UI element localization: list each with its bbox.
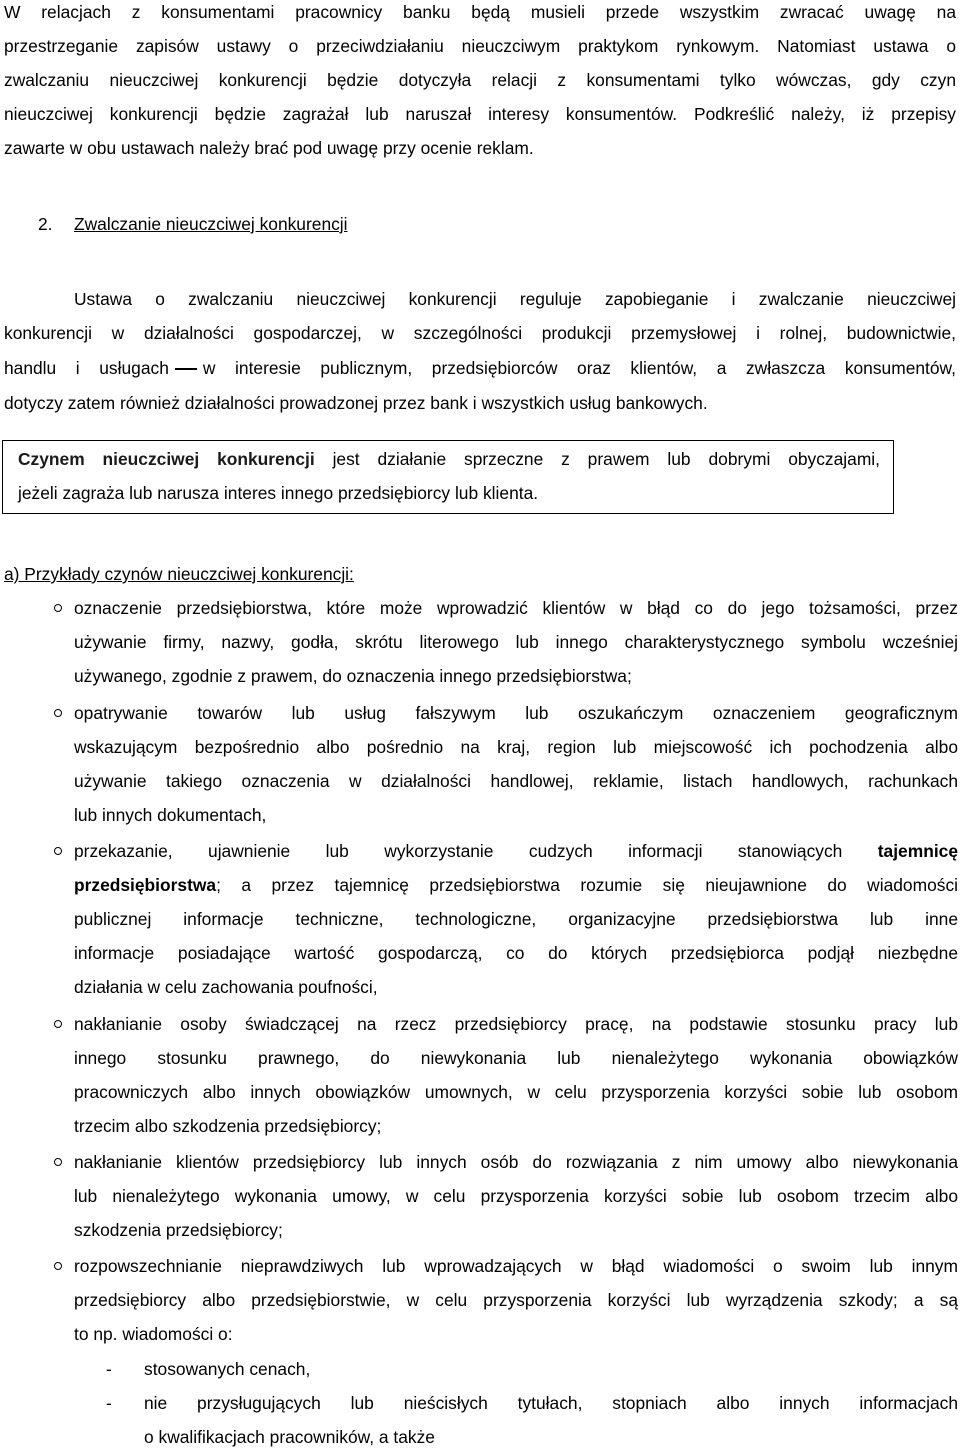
- text-segment: przekazanie, ujawnienie lub wykorzystanie cudzych informacji stanowiących: [74, 841, 843, 861]
- text-line: trzecim albo szkodzenia przedsiębiorcy;: [74, 1116, 382, 1136]
- section-title: Zwalczanie nieuczciwej konkurencji: [74, 214, 348, 234]
- bullet-icon: [54, 1262, 62, 1270]
- definition-text: jest działanie sprzeczne z prawem lub dobrymi obyczajami,: [332, 449, 881, 469]
- text-line: nieuczciwej konkurencji będzie zagrażał lub naruszał interesy konsumentów. Podkreślić należy, iż przepisy: [4, 104, 956, 124]
- text-line: konkurencji w działalności gospodarczej, w szczególności produkcji przemysłowej i rolnej, budownictwie,: [4, 323, 956, 343]
- bullet-icon: [54, 847, 62, 855]
- text-line: innego stosunku prawnego, do niewykonania lub nienależytego wykonania obowiązków: [74, 1048, 958, 1068]
- text-line: lub nienależytego wykonania umowy, w celu przysporzenia korzyści sobie lub osobom trzecim albo: [74, 1186, 958, 1206]
- text-line: zwalczaniu nieuczciwej konkurencji będzie dotyczyła relacji z konsumentami tylko wówczas, gdy czyn: [4, 70, 956, 90]
- bullet-icon: [54, 604, 62, 612]
- text-line: [4, 358, 956, 379]
- text-segment: handlu i usługach: [4, 358, 169, 378]
- text-line: [74, 875, 958, 896]
- text-line: wskazującym bezpośrednio albo pośrednio na kraj, region lub miejscowość ich pochodzenia albo: [74, 737, 958, 757]
- text-line: nakłanianie klientów przedsiębiorcy lub innych osób do rozwiązania z nim umowy albo niewykonania: [74, 1152, 958, 1172]
- text-line: lub innych dokumentach,: [74, 805, 267, 825]
- definition-line: jeżeli zagraża lub narusza interes innego przedsiębiorcy lub klienta.: [18, 483, 539, 503]
- definition-line: [18, 449, 880, 470]
- text-line: opatrywanie towarów lub usług fałszywym lub oszukańczym oznaczeniem geograficznym: [74, 703, 958, 723]
- text-line: [74, 841, 958, 862]
- text-line: używanie takiego oznaczenia w działalności handlowej, reklamie, listach handlowych, rachunkach: [74, 771, 958, 791]
- text-line: informacje posiadające wartość gospodarczą, co do których przedsiębiorca podjął niezbędne: [74, 943, 958, 963]
- text-line: publicznej informacje techniczne, technologiczne, organizacyjne przedsiębiorstwa lub inne: [74, 909, 958, 929]
- sub-list-item: o kwalifikacjach pracowników, a także: [144, 1427, 435, 1447]
- text-line: oznaczenie przedsiębiorstwa, które może wprowadzić klientów w błąd co do jego tożsamości, przez: [74, 598, 958, 618]
- section-number: 2.: [38, 214, 53, 234]
- text-line: Ustawa o zwalczaniu nieuczciwej konkurencji reguluje zapobieganie i zwalczanie nieuczciwej: [74, 289, 956, 309]
- text-line: szkodzenia przedsiębiorcy;: [74, 1220, 283, 1240]
- em-dash: [175, 368, 197, 370]
- examples-heading: a) Przykłady czynów nieuczciwej konkurencji:: [4, 564, 354, 584]
- definition-term: Czynem nieuczciwej konkurencji: [18, 449, 315, 469]
- dash-marker: -: [106, 1359, 112, 1379]
- text-line: przedsiębiorcy albo przedsiębiorstwie, w celu przysporzenia korzyści lub wyrządzenia szkody; a są: [74, 1290, 958, 1310]
- text-line: używanie firmy, nazwy, godła, skrótu literowego lub innego charakterystycznego symbolu wcześniej: [74, 632, 958, 652]
- text-line: zawarte w obu ustawach należy brać pod uwagę przy ocenie reklam.: [4, 138, 534, 158]
- bullet-icon: [54, 1020, 62, 1028]
- text-line: W relacjach z konsumentami pracownicy banku będą musieli przede wszystkim zwracać uwagę na: [4, 2, 956, 22]
- bullet-icon: [54, 709, 62, 717]
- text-segment: w interesie publicznym, przedsiębiorców oraz klientów, a zwłaszcza konsumentów,: [202, 358, 956, 378]
- bold-term: tajemnicę: [877, 841, 958, 861]
- sub-list-item: stosowanych cenach,: [144, 1359, 311, 1379]
- text-line: to np. wiadomości o:: [74, 1324, 233, 1344]
- text-line: pracowniczych albo innych obowiązków umownych, w celu przysporzenia korzyści sobie lub osobom: [74, 1082, 958, 1102]
- text-line: nakłanianie osoby świadczącej na rzecz przedsiębiorcy pracę, na podstawie stosunku pracy lub: [74, 1014, 958, 1034]
- sub-list-item: nie przysługujących lub nieścisłych tytułach, stopniach albo innych informacjach: [144, 1393, 958, 1413]
- text-line: dotyczy zatem również działalności prowadzonej przez bank i wszystkich usług bankowych.: [4, 393, 708, 413]
- text-line: przestrzeganie zapisów ustawy o przeciwdziałaniu nieuczciwym praktykom rynkowym. Natomiast ustawa o: [4, 36, 956, 56]
- text-line: rozpowszechnianie nieprawdziwych lub wprowadzających w błąd wiadomości o swoim lub innym: [74, 1256, 958, 1276]
- text-segment: ; a przez tajemnicę przedsiębiorstwa rozumie się nieujawnione do wiadomości: [216, 875, 958, 895]
- text-line: używanego, zgodnie z prawem, do oznaczenia innego przedsiębiorstwa;: [74, 666, 632, 686]
- dash-marker: -: [106, 1393, 112, 1413]
- text-line: działania w celu zachowania poufności,: [74, 977, 378, 997]
- bold-term: przedsiębiorstwa: [74, 875, 217, 895]
- bullet-icon: [54, 1158, 62, 1166]
